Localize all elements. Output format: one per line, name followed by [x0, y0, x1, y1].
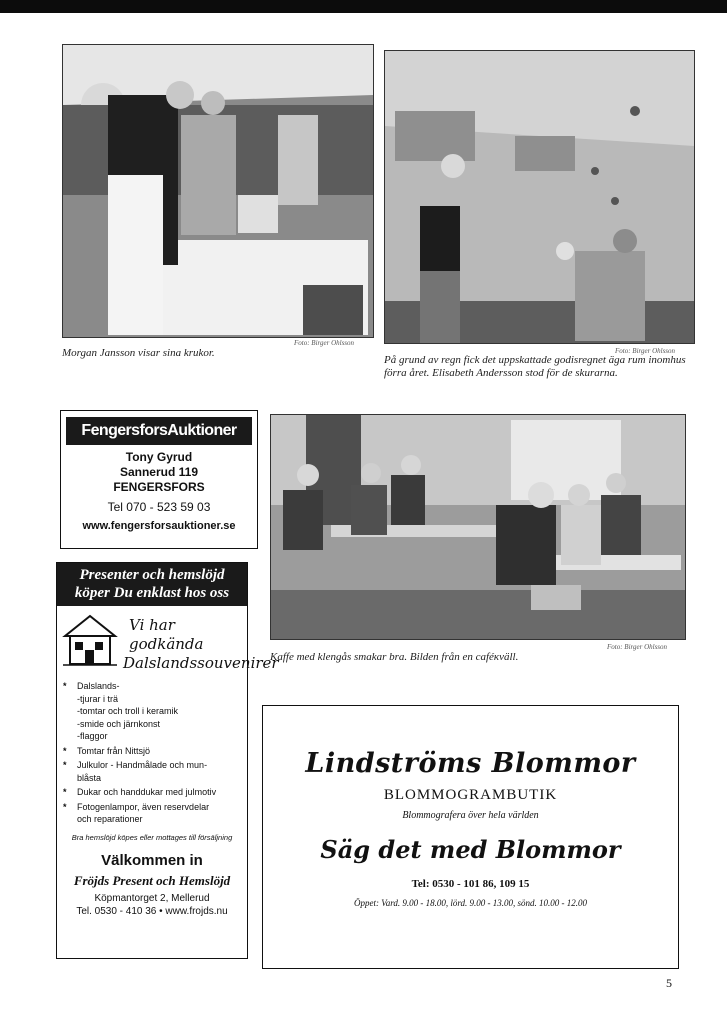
frojds-list-line: Julkulor - Handmålade och mun- — [77, 760, 208, 770]
asterisk-bullet-icon: * — [63, 681, 67, 691]
frojds-header-line2: köper Du enklast hos oss — [74, 585, 230, 601]
frojds-header — [57, 563, 247, 606]
photo-cafe-image — [271, 415, 685, 639]
asterisk-bullet-icon: * — [63, 787, 67, 797]
credit-cafe: Foto: Birger Ohlsson — [607, 643, 668, 651]
frojds-list-line: Dukar och handdukar med julmotiv — [77, 787, 217, 797]
auktioner-town: FENGERSFORS — [113, 480, 205, 494]
frojds-list-item — [63, 801, 239, 826]
frojds-list-item-text — [77, 680, 178, 743]
frojds-list-line: Dalslands- — [77, 681, 120, 691]
photo-market-image — [63, 45, 373, 337]
ad-lindstroms-blommor — [262, 705, 679, 969]
frojds-list-line: -tomtar och troll i keramik — [77, 706, 179, 716]
asterisk-bullet-icon: * — [63, 760, 67, 770]
frojds-list-item — [63, 745, 239, 758]
frojds-list-line: -flaggor — [77, 731, 108, 741]
frojds-list-item-text — [77, 745, 150, 758]
asterisk-bullet-icon: * — [63, 801, 67, 812]
blommor-phone: Tel: 0530 - 101 86, 109 15 — [411, 878, 530, 890]
frojds-contact: Tel. 0530 - 410 36 • www.frojds.nu — [76, 905, 228, 917]
frojds-list-line: blåsta — [77, 772, 102, 783]
frojds-tagline — [123, 616, 279, 673]
blommor-sub2: Blommografera över hela världen — [402, 810, 539, 821]
asterisk-bullet-icon: * — [63, 745, 67, 756]
credit-candy: Foto: Birger Ohlsson — [615, 347, 676, 355]
ad-fengersfors-auktioner — [60, 410, 258, 549]
caption-market: Morgan Jansson visar sina krukor. — [62, 347, 215, 359]
frojds-tagline-line2: Dalslandssouvenirer — [123, 654, 279, 672]
auktioner-street: Sannerud 119 — [119, 465, 199, 479]
frojds-tagline-line1: Vi har godkända — [129, 616, 204, 653]
caption-cafe: Kaffe med klengås smakar bra. Bilden från en caféкväll. — [270, 651, 519, 663]
frojds-header-line1: Presenter och hemslöjd — [79, 567, 225, 583]
frojds-list-item-text — [77, 759, 207, 784]
frojds-list-item-text — [77, 786, 216, 799]
auktioner-logo: FengersforsAuktioner — [66, 417, 252, 445]
top-border — [0, 0, 727, 13]
frojds-item-list — [63, 680, 239, 826]
frojds-address: Köpmantorget 2, Mellerud — [94, 892, 210, 904]
caption-candy: På grund av regn fick det uppskattade godisregnet äga rum inomhus förra året. Elisabeth Andersson stod för de skurarna. — [384, 354, 686, 379]
frojds-shop-name: Fröjds Present och Hemslöjd — [73, 872, 231, 888]
frojds-list-item — [63, 680, 239, 743]
credit-market: Foto: Birger Ohlsson — [294, 339, 355, 347]
photo-market — [62, 44, 374, 338]
ad-frojds-hemslojd — [56, 562, 279, 959]
frojds-list-item-text — [77, 801, 209, 826]
photo-candy-image — [385, 51, 694, 343]
house-illustration-icon — [61, 612, 119, 668]
auktioner-web[interactable]: www.fengersforsauktioner.se — [82, 520, 236, 532]
blommor-hours: Öppet: Vard. 9.00 - 18.00, lörd. 9.00 - 13.00, sönd. 10.00 - 12.00 — [353, 898, 588, 908]
auktioner-phone: Tel 070 - 523 59 03 — [107, 500, 211, 514]
blommor-slogan: Säg det med Blommor — [320, 835, 621, 864]
frojds-list-item — [63, 759, 239, 784]
photo-cafe — [270, 414, 686, 640]
frojds-list-line: Tomtar från Nittsjö — [77, 745, 151, 756]
frojds-note: Bra hemslöjd köpes eller mottages till försäljning — [71, 832, 233, 842]
blommor-logo: Lindströms Blommor — [305, 748, 636, 779]
frojds-list-line: Fotogenlampor, även reservdelar — [77, 801, 210, 812]
page-number: 5 — [666, 976, 672, 990]
frojds-list-item — [63, 786, 239, 799]
frojds-list-line: och reparationer — [77, 814, 143, 824]
photo-candy — [384, 50, 695, 344]
auktioner-name: Tony Gyrud — [125, 450, 193, 464]
frojds-welcome: Välkommen in — [101, 851, 203, 869]
frojds-list-line: -smide och järnkonst — [77, 718, 161, 729]
frojds-list-line: -tjurar i trä — [77, 693, 119, 704]
blommor-subtitle: BLOMMOGRAMBUTIK — [383, 787, 558, 803]
